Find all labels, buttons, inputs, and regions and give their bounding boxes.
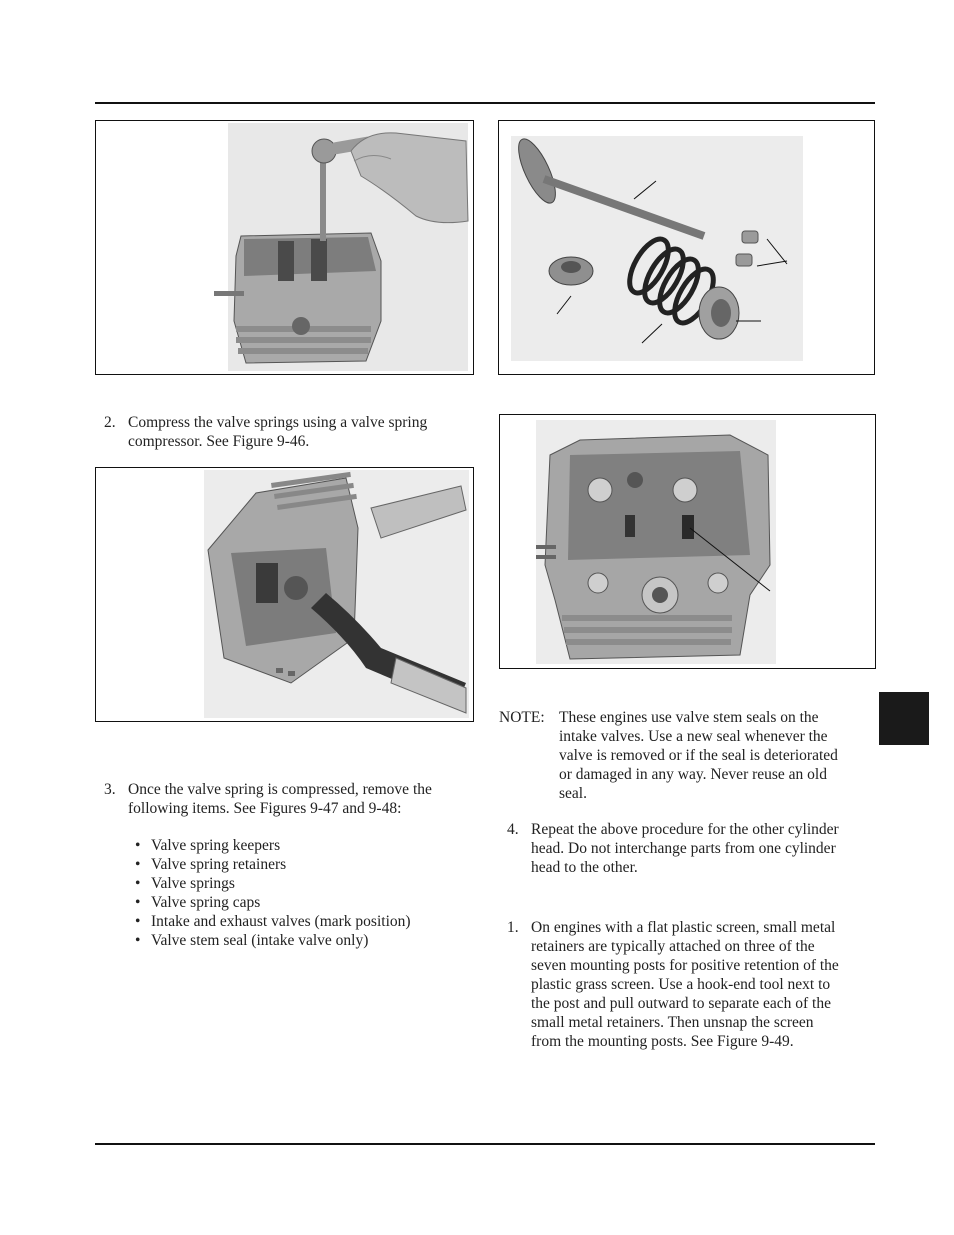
step-number: 2.: [104, 414, 116, 431]
step-line: Once the valve spring is compressed, remove the: [128, 781, 432, 798]
note-line: These engines use valve stem seals on the: [559, 709, 819, 726]
figure-cylinder-head-seal: [499, 414, 876, 669]
step-line: the post and pull outward to separate each of the: [531, 995, 831, 1012]
note-line: or damaged in any way. Never reuse an old: [559, 766, 827, 783]
photo-valve-parts: [499, 121, 874, 374]
list-item: • Intake and exhaust valves (mark position): [135, 912, 475, 931]
step-2: [104, 413, 474, 453]
note-line: intake valves. Use a new seal whenever the: [559, 728, 828, 745]
note-label: NOTE:: [499, 709, 545, 726]
step-line: compressor. See Figure 9-46.: [128, 433, 310, 450]
figure-spring-compressor: [95, 467, 474, 722]
step-number: 1.: [507, 919, 519, 936]
list-item: • Valve stem seal (intake valve only): [135, 931, 475, 950]
note-body: [559, 708, 879, 803]
photo-spring-compressor: [96, 468, 473, 721]
step-1: [507, 918, 877, 1058]
figure-ratchet-on-head: [95, 120, 474, 375]
step-line: Compress the valve springs using a valve spring: [128, 414, 428, 431]
step-3: [104, 780, 474, 820]
step-4: [507, 820, 877, 880]
step-line: following items. See Figures 9-47 and 9-48:: [128, 800, 402, 817]
step-number: 3.: [104, 781, 116, 798]
step-line: retainers are typically attached on three of the: [531, 938, 815, 955]
section-tab: [879, 692, 929, 745]
footer-rule: [95, 1143, 875, 1145]
note-line: valve is removed or if the seal is deteriorated: [559, 747, 838, 764]
step-line: head. Do not interchange parts from one cylinder: [531, 840, 836, 857]
step-line: from the mounting posts. See Figure 9-49.: [531, 1033, 794, 1050]
step-line: seven mounting posts for positive retention of the: [531, 957, 839, 974]
photo-cylinder-head: [500, 415, 875, 668]
step-line: On engines with a flat plastic screen, small metal: [531, 919, 836, 936]
step-line: plastic grass screen. Use a hook-end tool next to: [531, 976, 831, 993]
figure-valve-parts: [498, 120, 875, 375]
list-item: • Valve spring caps: [135, 893, 475, 912]
step-number: 4.: [507, 821, 519, 838]
list-item: • Valve spring keepers: [135, 836, 475, 855]
step-line: Repeat the above procedure for the other cylinder: [531, 821, 839, 838]
list-item: • Valve springs: [135, 874, 475, 893]
list-item: • Valve spring retainers: [135, 855, 475, 874]
note-line: seal.: [559, 785, 587, 802]
step-line: head to the other.: [531, 859, 638, 876]
header-rule: [95, 102, 875, 104]
photo-ratchet-head: [96, 121, 473, 374]
parts-list: [135, 836, 475, 950]
step-line: small metal retainers. Then unsnap the screen: [531, 1014, 814, 1031]
